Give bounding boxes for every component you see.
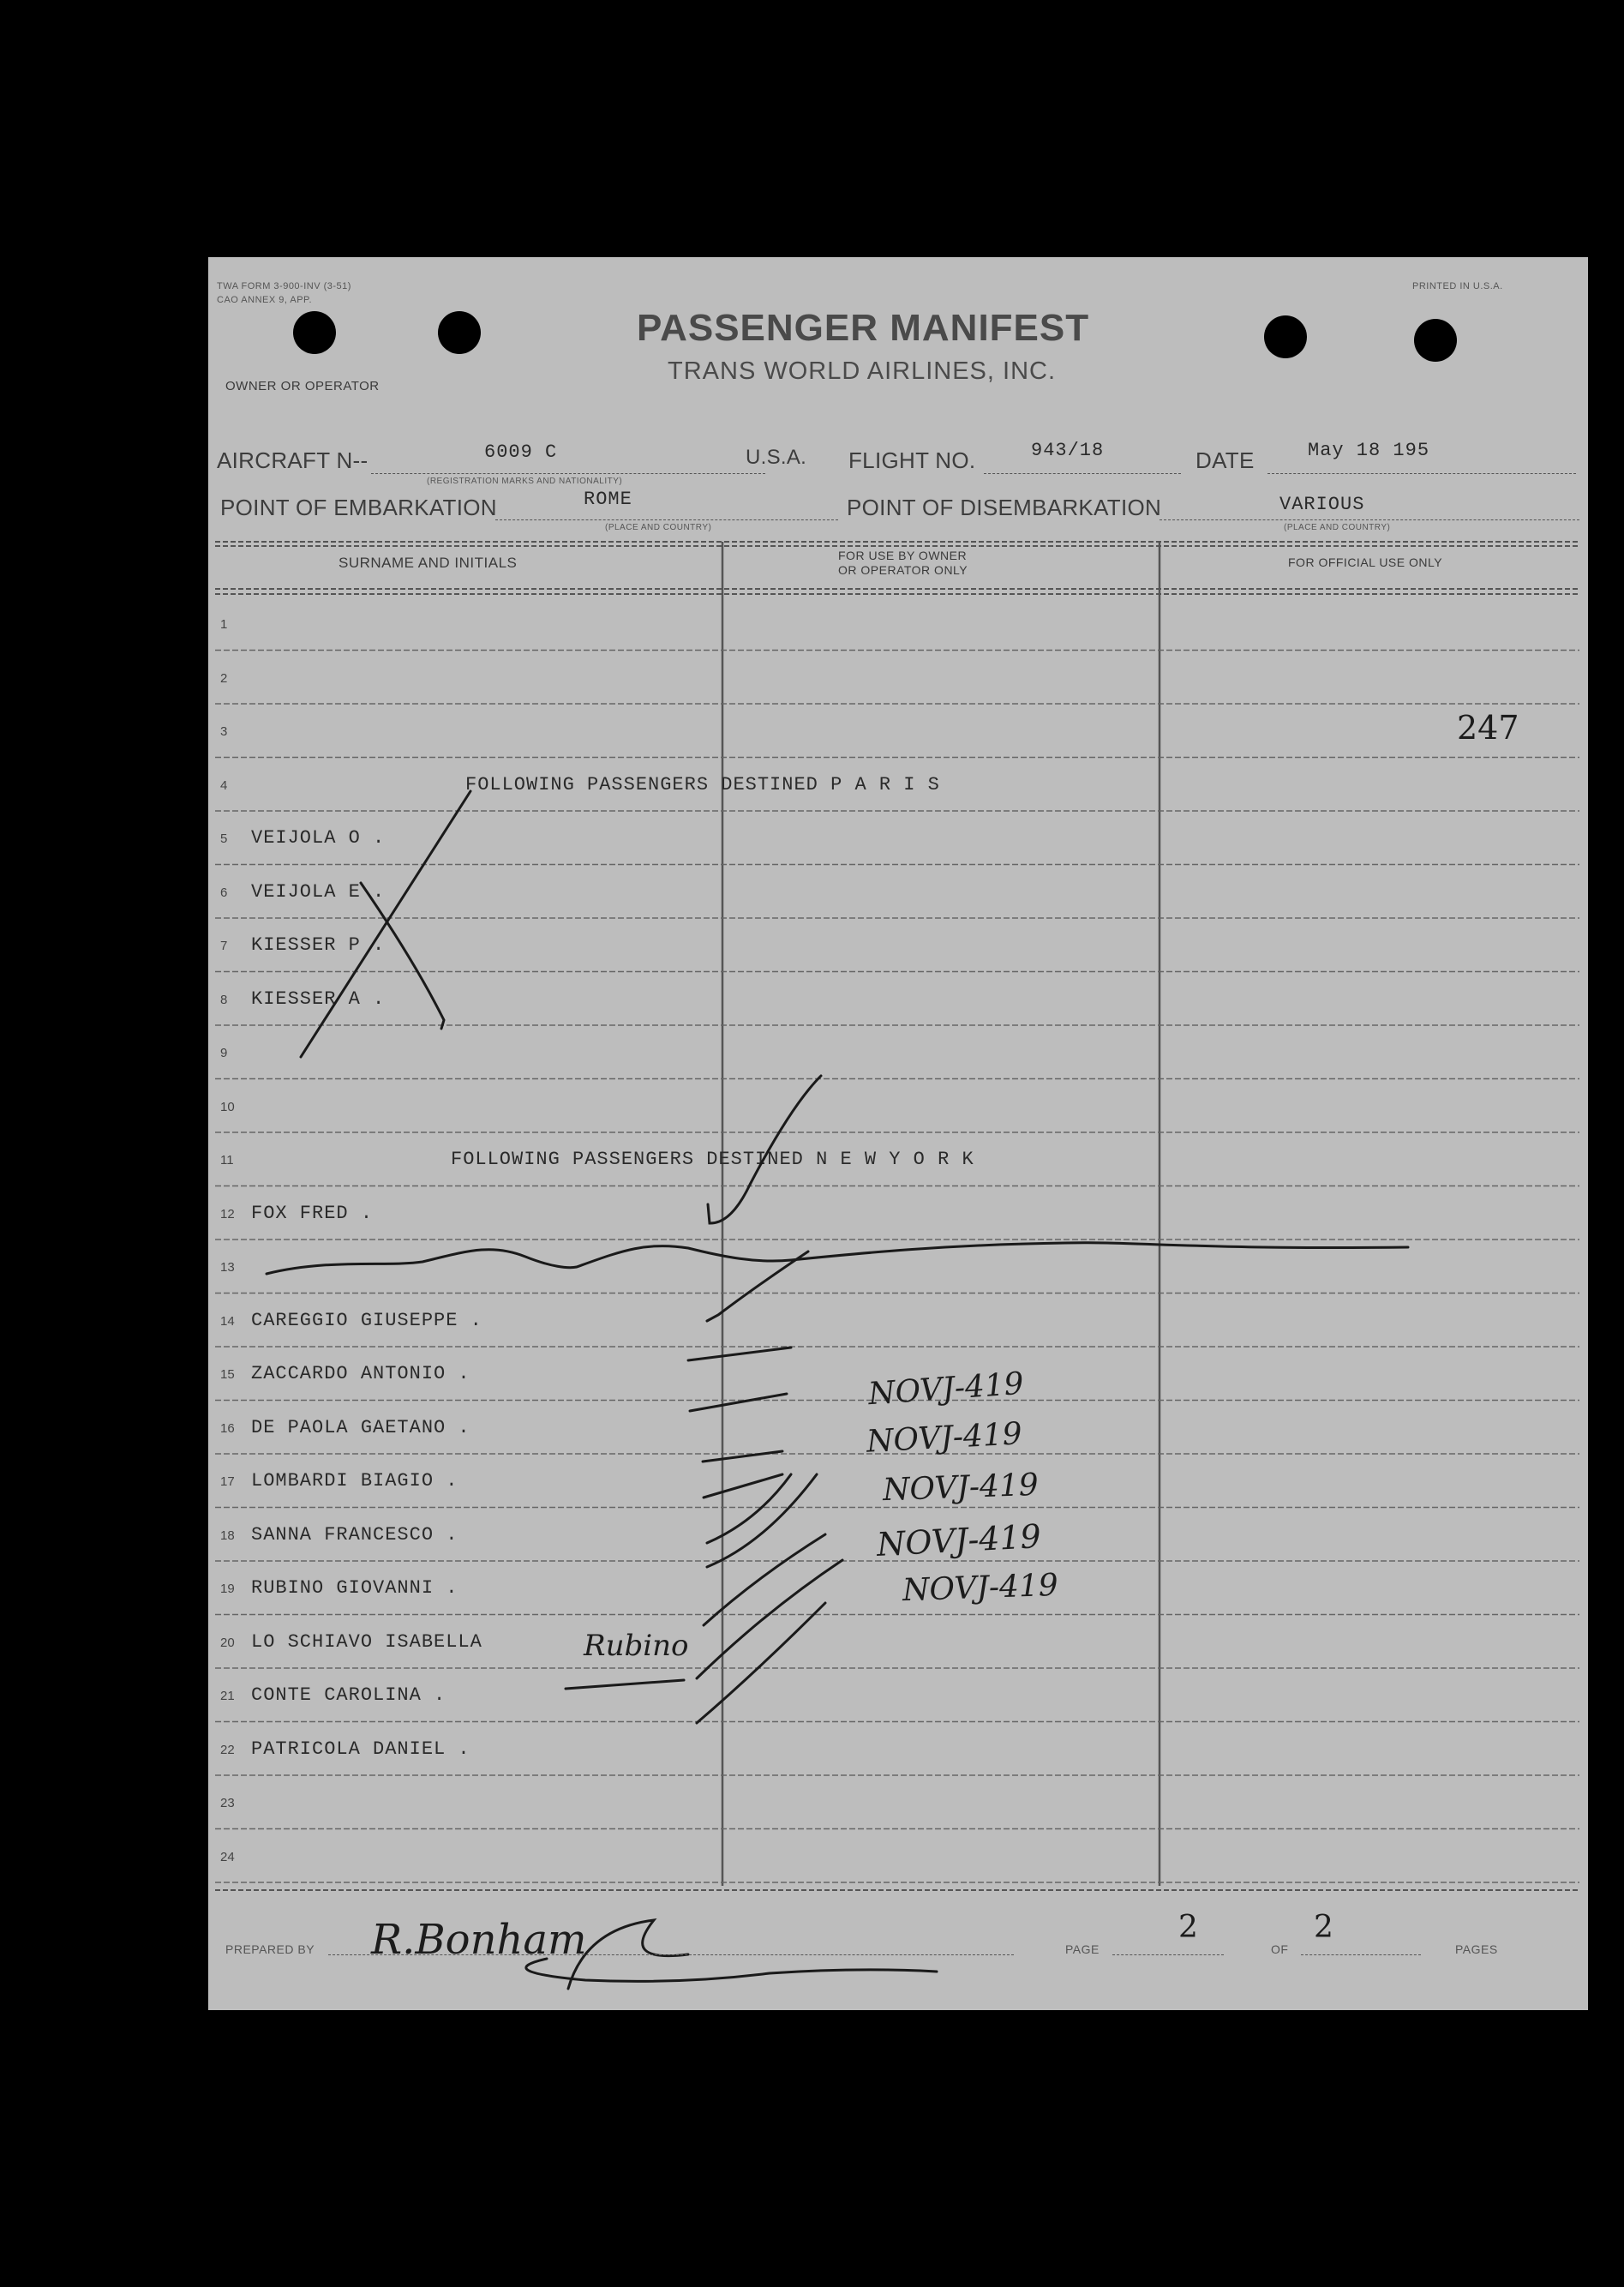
handwritten-code: NOVJ-419	[882, 1467, 1040, 1509]
check-mark	[707, 1474, 817, 1567]
row-number: 24	[220, 1849, 235, 1864]
row-number: 13	[220, 1260, 235, 1275]
handwritten-code: NOVJ-419	[902, 1567, 1059, 1609]
row-number: 15	[220, 1367, 235, 1382]
cross-out-stroke	[361, 883, 444, 1029]
page-label: PAGE	[1065, 1942, 1100, 1956]
prepared-label: PREPARED BY	[225, 1942, 315, 1956]
manifest-sheet	[208, 257, 1588, 2010]
column-header-operator-2: OR OPERATOR ONLY	[838, 563, 968, 577]
row-number: 14	[220, 1313, 235, 1329]
row-number: 21	[220, 1689, 235, 1703]
column-header-operator: FOR USE BY OWNER	[838, 549, 968, 562]
row-number: 9	[220, 1046, 228, 1060]
place-note-2: (PLACE AND COUNTRY)	[1284, 523, 1391, 532]
airline-name: TRANS WORLD AIRLINES, INC.	[668, 357, 1057, 385]
page-number: 2	[1178, 1910, 1198, 1945]
row-number: 1	[220, 617, 228, 632]
check-mark	[688, 1348, 791, 1360]
aircraft-label: AIRCRAFT N--	[217, 447, 369, 473]
column-header-official: FOR OFFICIAL USE ONLY	[1288, 555, 1443, 569]
page-total: 2	[1314, 1910, 1333, 1945]
signature: R.Bonham	[371, 1916, 587, 1964]
row-number: 5	[220, 831, 228, 846]
handwritten-code: NOVJ-419	[866, 1416, 1023, 1460]
check-mark	[707, 1252, 808, 1321]
passenger-name: RUBINO GIOVANNI .	[251, 1577, 458, 1599]
passenger-name: DE PAOLA GAETANO .	[251, 1416, 470, 1438]
row-number: 17	[220, 1474, 235, 1489]
passenger-name: LO SCHIAVO ISABELLA	[251, 1630, 482, 1653]
destination-heading: FOLLOWING PASSENGERS DESTINED P A R I S	[465, 773, 940, 795]
form-code-annex: CAO ANNEX 9, APP.	[217, 295, 313, 305]
form-code: TWA FORM 3-900-INV (3-51)	[217, 281, 351, 291]
underline-stroke	[566, 1680, 684, 1689]
row-number: 2	[220, 670, 228, 686]
passenger-name: ZACCARDO ANTONIO .	[251, 1363, 470, 1384]
pages-label: PAGES	[1455, 1942, 1498, 1956]
check-mark	[704, 1474, 782, 1498]
disembark-label: POINT OF DISEMBARKATION	[847, 495, 1162, 520]
date-value: May 18 195	[1308, 440, 1430, 461]
handwritten-surname: Rubino	[584, 1629, 689, 1663]
handwritten-code: NOVJ-419	[875, 1517, 1042, 1564]
row-number: 8	[220, 992, 228, 1007]
place-note: (PLACE AND COUNTRY)	[605, 523, 712, 532]
page-title: PASSENGER MANIFEST	[637, 307, 1090, 349]
date-label: DATE	[1196, 447, 1255, 473]
disembark-value: VARIOUS	[1279, 494, 1365, 515]
strike-line	[267, 1243, 1408, 1274]
of-label: OF	[1271, 1942, 1289, 1956]
row-number: 7	[220, 939, 228, 953]
embark-value: ROME	[584, 489, 632, 510]
passenger-name: CAREGGIO GIUSEPPE .	[251, 1309, 482, 1331]
destination-heading: FOLLOWING PASSENGERS DESTINED N E W Y O R K	[451, 1149, 974, 1170]
row-number: 4	[220, 777, 228, 793]
passenger-name: LOMBARDI BIAGIO .	[251, 1470, 458, 1492]
row-number: 16	[220, 1420, 235, 1436]
check-mark	[704, 1534, 825, 1625]
printed-in: PRINTED IN U.S.A.	[1412, 281, 1503, 291]
row-number: 6	[220, 885, 228, 900]
row-number: 23	[220, 1796, 235, 1810]
passenger-name: FOX FRED .	[251, 1202, 374, 1224]
check-mark	[690, 1394, 787, 1411]
check-mark	[708, 1076, 821, 1223]
official-number: 247	[1457, 709, 1519, 747]
flight-number: 943/18	[1031, 440, 1105, 461]
passenger-name: KIESSER P .	[251, 934, 386, 956]
handwriting-layer	[208, 257, 1588, 2010]
check-mark	[697, 1560, 842, 1678]
embark-label: POINT OF EMBARKATION	[220, 495, 497, 520]
owner-label: OWNER OR OPERATOR	[225, 379, 380, 393]
row-number: 22	[220, 1742, 235, 1757]
row-number: 18	[220, 1528, 235, 1543]
passenger-name: PATRICOLA DANIEL .	[251, 1738, 470, 1760]
passenger-name: VEIJOLA E .	[251, 880, 386, 903]
passenger-name: KIESSER A .	[251, 987, 386, 1010]
row-number: 12	[220, 1206, 235, 1222]
cross-out-stroke	[301, 791, 470, 1057]
row-number: 10	[220, 1099, 235, 1114]
flight-label: FLIGHT NO.	[848, 447, 976, 473]
passenger-name: SANNA FRANCESCO .	[251, 1523, 458, 1546]
passenger-name: CONTE CAROLINA .	[251, 1684, 446, 1706]
aircraft-value: 6009 C	[484, 441, 558, 463]
row-number: 11	[220, 1153, 234, 1168]
column-header-surname: SURNAME AND INITIALS	[339, 555, 518, 571]
row-number: 20	[220, 1635, 235, 1650]
handwritten-code: NOVJ-419	[866, 1366, 1025, 1413]
row-number: 3	[220, 724, 228, 739]
signature-line	[526, 1959, 937, 1981]
nationality: U.S.A.	[746, 446, 807, 469]
registration-note: (REGISTRATION MARKS AND NATIONALITY)	[427, 477, 623, 486]
row-number: 19	[220, 1582, 235, 1596]
check-mark	[703, 1451, 782, 1462]
passenger-name: VEIJOLA O .	[251, 827, 386, 849]
